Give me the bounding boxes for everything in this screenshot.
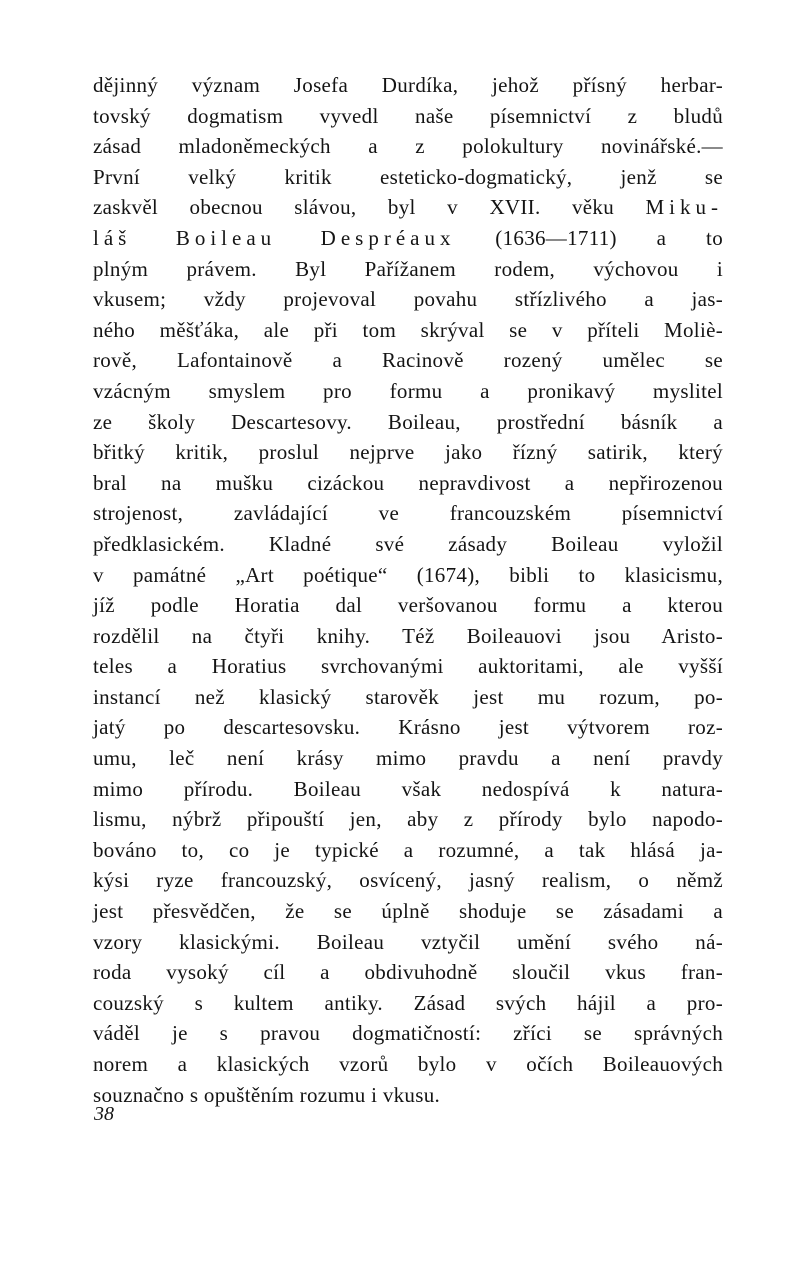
author-name-spaced-part2: láš Boileau Despréaux: [93, 225, 456, 250]
text-line-1: dějinný význam Josefa Durdíka, jehož přísný herbar-: [93, 73, 723, 97]
page-number: 38: [94, 1103, 114, 1125]
text-line-14: bral na mušku cizáckou nepravdivost a nepřirozenou: [93, 470, 723, 495]
text-line-32: váděl je s pravou dogmatičností: zříci se správných: [93, 1021, 723, 1046]
text-line-7: plným právem. Byl Pařížanem rodem, výchovou i: [93, 256, 723, 281]
text-line-23: umu, leč není krásy mimo pravdu a není pravdy: [93, 746, 723, 771]
text-line-28: jest přesvědčen, že se úplně shoduje se zásadami a: [93, 899, 723, 924]
text-line-11: vzácným smyslem pro formu a pronikavý myslitel: [93, 378, 723, 403]
text-line-2: tovský dogmatism vyvedl naše písemnictví z bludů: [93, 103, 723, 128]
text-line-22: jatý po descartesovsku. Krásno jest výtvorem roz-: [93, 715, 723, 740]
text-line-30: roda vysoký cíl a obdivuhodně sloučil vkus fran-: [93, 960, 723, 985]
text-line-27: kýsi ryze francouzský, osvícený, jasný realism, o němž: [93, 868, 723, 893]
text-line-29: vzory klasickými. Boileau vztyčil umění svého ná-: [93, 929, 723, 954]
text-line-8: vkusem; vždy projevoval povahu střízlivého a jas-: [93, 287, 723, 312]
text-line-9: ného měšťáka, ale při tom skrýval se v příteli Moliè-: [93, 317, 723, 342]
text-line-16: předklasickém. Kladné své zásady Boileau vyložil: [93, 531, 723, 556]
text-line-24: mimo přírodu. Boileau však nedospívá k natura-: [93, 776, 723, 801]
text-line-20: teles a Horatius svrchovanými auktoritami, ale vyšší: [93, 654, 723, 679]
text-line-25: lismu, nýbrž připouští jen, aby z přírody bylo napodo-: [93, 807, 723, 832]
text-line-33: norem a klasických vzorů bylo v očích Boileauových: [93, 1052, 723, 1076]
text-line-19: rozdělil na čtyři knihy. Též Boileauovi jsou Aristo-: [93, 623, 723, 648]
body-text: [93, 70, 723, 1110]
text-line-3: zásad mladoněmeckých a z polokultury novinářské.—: [93, 134, 723, 159]
text-line-18: jíž podle Horatia dal veršovanou formu a kterou: [93, 593, 723, 618]
text-line-26: bováno to, co je typické a rozumné, a tak hlásá ja-: [93, 837, 723, 862]
text-line-6-rest: (1636—1711) a to: [455, 225, 723, 250]
text-line-34: souznačno s opuštěním rozumu i vkusu.: [93, 1082, 441, 1107]
text-line-15: strojenost, zavládající ve francouzském písemnictví: [93, 501, 723, 526]
text-line-13: břitký kritik, proslul nejprve jako řízný satirik, který: [93, 440, 723, 465]
text-line-5-start: zaskvěl obecnou slávou, byl v XVII. věku: [93, 195, 646, 220]
author-name-spaced-part1: Miku-: [645, 195, 723, 220]
text-line-5: [93, 192, 723, 223]
text-line-4: První velký kritik esteticko-dogmatický, jenž se: [93, 164, 723, 189]
text-line-17: v památné „Art poétique“ (1674), bibli to klasicismu,: [93, 562, 723, 587]
text-line-6: [93, 223, 723, 254]
text-line-21: instancí než klasický starověk jest mu rozum, po-: [93, 684, 723, 709]
text-line-10: rově, Lafontainově a Racinově rozený umělec se: [93, 348, 723, 373]
text-line-31: couzský s kultem antiky. Zásad svých hájil a pro-: [93, 990, 723, 1015]
text-line-12: ze školy Descartesovy. Boileau, prostřední básník a: [93, 409, 723, 434]
